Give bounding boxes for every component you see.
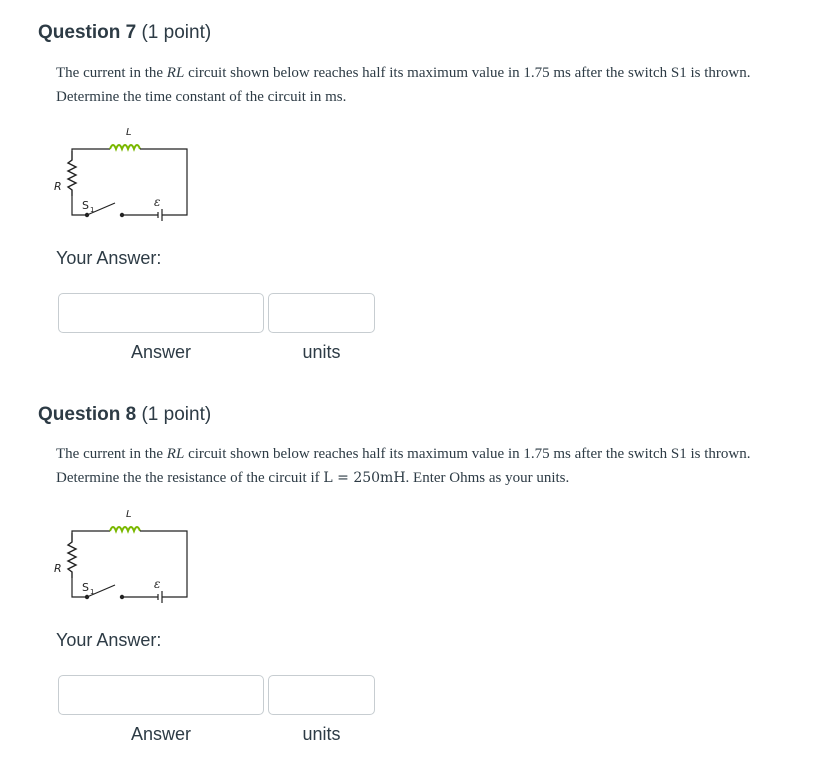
answer-input[interactable] xyxy=(58,675,264,715)
question-text-part: circuit shown below reaches half its maximum value in 1.75 ms after the switch S1 is thrown. Determine the the resistance of the circuit if xyxy=(56,446,751,486)
question-7-text xyxy=(56,61,776,109)
question-text-rl: RL xyxy=(166,65,185,81)
rl-circuit-diagram xyxy=(50,500,195,610)
question-text-part: . Enter Ohms as your units. xyxy=(405,470,570,486)
question-text-part: circuit shown below reaches half its maximum value in 1.75 ms after the switch S1 is thrown. Determine the time constant of the circuit in ms. xyxy=(56,65,751,105)
question-points: (1 point) xyxy=(141,22,212,43)
question-title: Question 8 xyxy=(38,404,137,425)
answer-label: Answer xyxy=(130,724,192,744)
question-title: Question 7 xyxy=(38,22,137,43)
label-R: R xyxy=(54,562,62,575)
units-label: units xyxy=(302,342,341,362)
question-8-text xyxy=(56,442,776,490)
label-S-sub: 1 xyxy=(90,588,95,596)
inductor-coil xyxy=(110,145,140,149)
question-text-rl: RL xyxy=(166,446,185,462)
inductor-coil xyxy=(110,527,140,531)
rl-circuit-diagram xyxy=(50,118,195,228)
units-label: units xyxy=(302,724,341,744)
your-answer-label: Your Answer: xyxy=(56,248,162,268)
resistor-zigzag xyxy=(68,151,76,196)
units-input[interactable] xyxy=(268,675,375,715)
question-points: (1 point) xyxy=(141,404,212,425)
answer-label: Answer xyxy=(130,342,192,362)
question-text-part: The current in the xyxy=(56,446,167,462)
label-emf: ε xyxy=(154,195,161,209)
label-R: R xyxy=(54,180,62,193)
question-7-title xyxy=(38,22,211,44)
label-L: L xyxy=(126,509,132,520)
question-8-title xyxy=(38,404,211,426)
label-L: L xyxy=(126,127,132,138)
question-text-inductance: L = 250mH xyxy=(323,470,406,486)
label-S: S xyxy=(82,581,89,594)
label-emf: ε xyxy=(154,577,161,591)
answer-input[interactable] xyxy=(58,293,264,333)
your-answer-label: Your Answer: xyxy=(56,630,162,650)
label-S-sub: 1 xyxy=(90,206,95,214)
question-text-part: The current in the xyxy=(56,65,167,81)
units-input[interactable] xyxy=(268,293,375,333)
label-S: S xyxy=(82,199,89,212)
resistor-zigzag xyxy=(68,533,76,578)
